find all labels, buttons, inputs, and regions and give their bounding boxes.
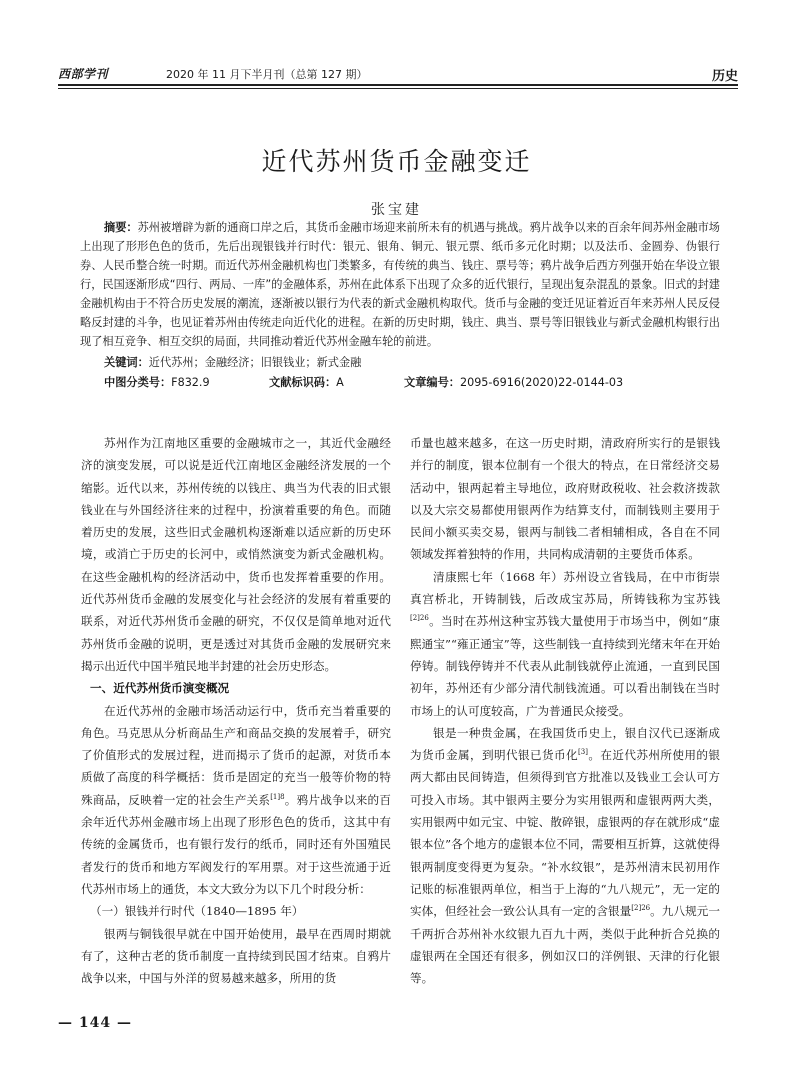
abstract-text: 苏州被增辟为新的通商口岸之后，其货币金融市场迎来前所未有的机遇与挑战。鸦片战争以来的百余年间苏州金融市场上出现了形形色色的货币，先后出现银钱并行时代：银元、银角、铜元、银元票、纸币多元化时期；以及法币、金圆券、伪银行券、人民币整合统一时期。而近代苏州金融机构也门类繁多，有传统的典当、钱庄、票号等；鸦片战争后西方列强开始在华设立银行，民国逐渐形成“四行、两局、一库”的金融体系，苏州在此体系下出现了众多的近代银行，呈现出复杂混乱的景象。旧式的封建金融机构由于不符合历史发展的潮流，逐渐被以银行为代表的新式金融机构取代。货币与金融的变迁见证着近百年来苏州人民反侵略反封建的斗争，也见证着苏州由传统走向近代化的进程。在新的历史时期，钱庄、典当、票号等旧银钱业与新式金融机构银行出现了相互竞争、相互交织的局面，共同推动着近代苏州金融车轮的前进。	[80, 221, 720, 348]
paragraph-text: 。鸦片战争以来的百余年近代苏州金融市场上出现了形形色色的货币，这其中有传统的金属货币，也有银行发行的纸币，同时还有外国殖民者发行的货币和地方军阀发行的军用票。对于这些流通于近代苏州市场上的通货，本文大致分为以下几个时段分析：	[81, 792, 391, 896]
section-heading: 一、近代苏州货币演变概况	[90, 681, 230, 696]
paragraph: 苏州作为江南地区重要的金融城市之一，其近代金融经济的演变发展，可以说是近代江南地区金融经济发展的一个缩影。近代以来，苏州传统的以钱庄、典当为代表的旧式银钱业在与外国经济往来的过程中，扮演着重要的角色。而随着历史的发展，这些旧式金融机构逐渐难以适应新的历史环境，或消亡于历史的长河中，或悄然演变为新式金融机构。在这些金融机构的经济活动中，货币也发挥着重要的作用。近代苏州货币金融的发展变化与社会经济的发展有着重要的联系，对近代苏州货币金融的研究，不仅仅是简单地对近代苏州货币金融的说明，更是透过对其货币金融的发展研究来揭示出近代中国半殖民地半封建的社会历史形态。	[81, 436, 391, 673]
issue-info: 2020 年 11 月下半月刊（总第 127 期）	[166, 68, 368, 81]
article-number	[404, 374, 623, 390]
clc-code	[104, 374, 210, 390]
paragraph-text: 银是一种贵金属，在我国货币史上，银自汉代已逐渐成为货币金属，到明代银已货币化	[410, 725, 720, 763]
citation: [1]8	[270, 792, 285, 801]
section-name: 历史	[711, 69, 738, 84]
citation: [2]26	[410, 614, 429, 623]
clc-label: 中图分类号：	[104, 376, 172, 389]
citation: [3]	[578, 748, 588, 757]
paragraph-text: 在近代苏州的金融市场活动运行中，货币充当着重要的角色。马克思从分析商品生产和商品交换的发展着手，研究了价值形式的发展过程，进而揭示了货币的起源，对货币本质做了高度的科学概括：货币是固定的充当一般等价物的特殊商品，反映着一定的社会生产关系	[81, 703, 391, 807]
header-rule-thick	[58, 84, 738, 86]
paragraph: 银两与铜钱很早就在中国开始使用，最早在西周时期就有了，这种古老的货币制度一直持续到民国才结束。自鸦片战争以来，中国与外洋的贸易越来越多，所用的货	[81, 926, 391, 986]
keywords	[104, 354, 361, 370]
doc-label: 文献标识码：	[269, 376, 337, 389]
keywords-text: 近代苏州；金融经济；旧银钱业；新式金融	[148, 356, 362, 369]
paragraph-text: 清康熙七年（1668 年）苏州设立省钱局，在中市街崇真宫桥北，开铸制钱，后改成宝苏局，所铸钱称为宝苏钱	[410, 569, 720, 607]
body-column-right	[410, 432, 720, 989]
keywords-label: 关键词：	[104, 356, 149, 369]
body-column-left	[81, 432, 391, 989]
abstract-label: 摘要：	[104, 221, 138, 234]
doc-value: A	[336, 376, 344, 389]
paragraph: 币量也越来越多，在这一历史时期，清政府所实行的是银钱并行的制度，银本位制有一个很大的特点，在日常经济交易活动中，银两起着主导地位，政府财政税收、社会救济拨款以及大宗交易都使用银两作为结算支付，而制钱则主要用于民间小额买卖交易，银两与制钱二者相辅相成，各自在不同领域发挥着独特的作用，共同构成清朝的主要货币体系。	[410, 436, 720, 562]
paragraph	[81, 700, 391, 901]
running-header	[58, 63, 738, 85]
article-label: 文章编号：	[404, 376, 460, 389]
doc-code	[269, 374, 344, 390]
article-author: 张宝建	[371, 202, 422, 218]
paragraph-text: 。在近代苏州所使用的银两大都由民间铸造，但须得到官方批准以及钱业工会认可方可投入市场。其中银两主要分为实用银两和虚银两两大类，实用银两中如元宝、中锭、散碎银，虚银两的存在就形成“虚银本位”各个地方的虚银本位不同，需要相互折算，这就使得银两制度变得更为复杂。“补水纹银”，是苏州清末民初用作记账的标准银两单位，相当于上海的“九八规元”，无一定的实体，但经社会一致公认具有一定的含银量	[410, 748, 720, 919]
page-number: — 144 —	[58, 1015, 132, 1031]
paragraph-text: 。当时在苏州这种宝苏钱大量使用于市场当中，例如“康熙通宝”“雍正通宝”等，这些制钱一直持续到光绪末年在开始停铸。制钱停铸并不代表从此制钱就停止流通，一直到民国初年，苏州还有少部分清代制钱流通。可以看出制钱在当时市场上的认可度较高，广为普通民众接受。	[410, 614, 720, 718]
article-value: 2095-6916(2020)22-0144-03	[459, 376, 624, 389]
header-rule-thin	[58, 88, 738, 89]
clc-value: F832.9	[171, 376, 210, 389]
subsection-heading: （一）银钱并行时代（1840—1895 年）	[90, 904, 304, 919]
paragraph-text: 。九八规元一千两折合苏州补水纹银九百九十两，类似于此种折合兑换的虚银两在全国还有很多，例如汉口的洋例银、天津的行化银等。	[410, 904, 720, 986]
journal-name: 西部学刊	[58, 67, 109, 81]
paragraph	[410, 566, 720, 722]
paragraph	[410, 722, 720, 990]
abstract	[80, 218, 720, 351]
article-title: 近代苏州货币金融变迁	[261, 147, 532, 176]
citation: [2]26	[631, 904, 651, 913]
